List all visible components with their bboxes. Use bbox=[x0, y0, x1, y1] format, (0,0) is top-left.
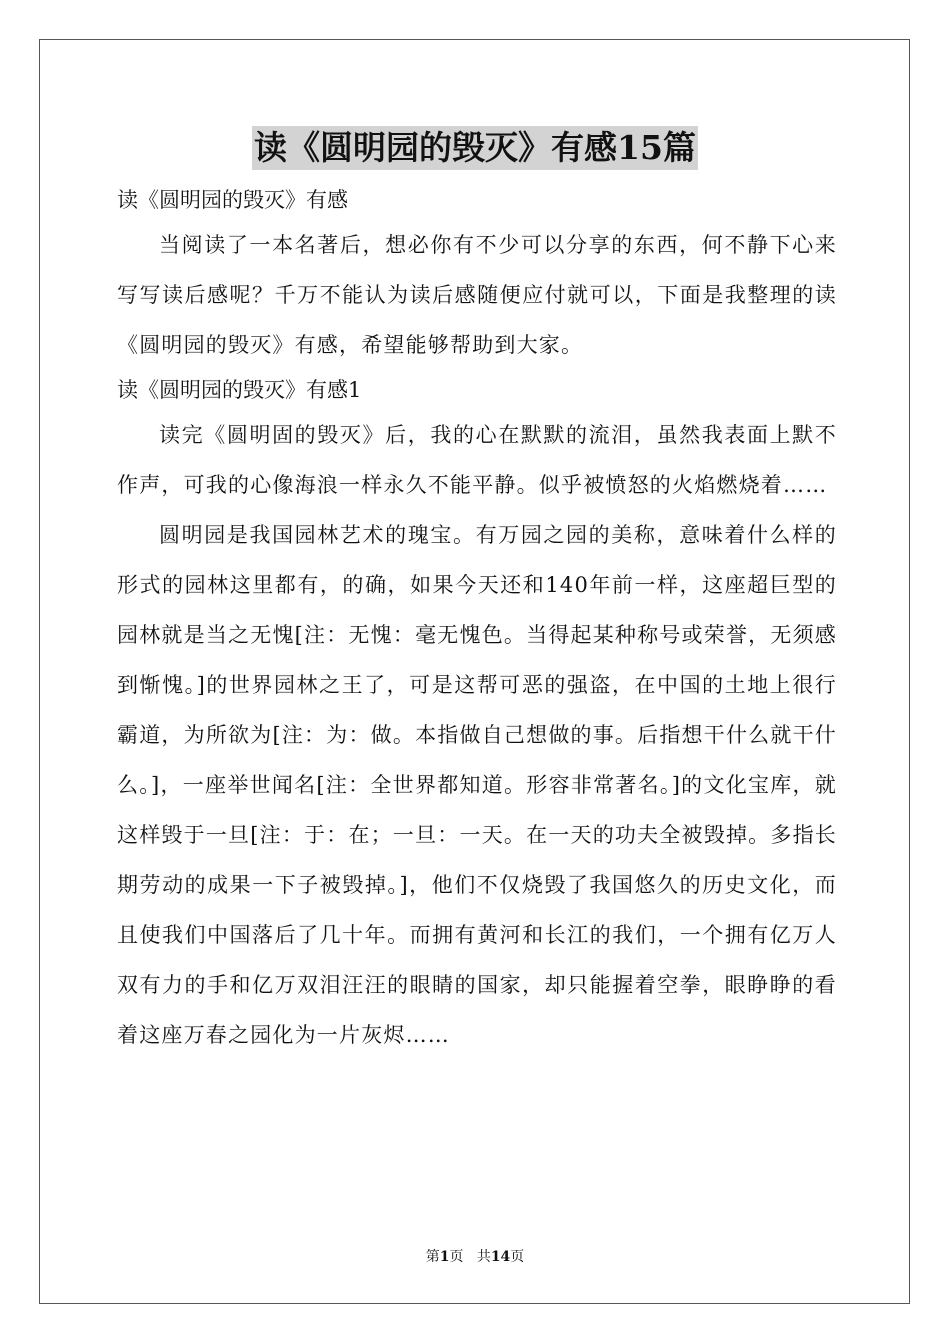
document-title: 读《圆明园的毁灭》有感15篇 bbox=[252, 126, 698, 170]
total-suffix: 页 bbox=[510, 1249, 525, 1265]
section-heading: 读《圆明园的毁灭》有感1 bbox=[117, 378, 362, 402]
page-prefix: 第 bbox=[425, 1249, 440, 1265]
page-suffix: 页 bbox=[449, 1249, 464, 1265]
page-number: 1 bbox=[439, 1249, 450, 1265]
paragraph: 读完《圆明固的毁灭》后，我的心在默默的流泪，虽然我表面上默不作声，可我的心像海浪一样永久不能平静。似乎被愤怒的火焰燃烧着…… bbox=[117, 423, 837, 497]
document-body bbox=[117, 180, 837, 1060]
paragraph: 圆明园是我国园林艺术的瑰宝。有万园之园的美称，意味着什么样的形式的园林这里都有，的确，如果今天还和140年前一样，这座超巨型的园林就是当之无愧[注：无愧：毫无愧色。当得起某种称号或荣誉，无须感到惭愧。]的世界园林之王了，可是这帮可恶的强盗，在中国的土地上很行霸道，为所欲为[注：为：做。本指做自己想做的事。后指想干什么就干什么。]，一座举世闻名[注：全世界都知道。形容非常著名。]的文化宝库，就这样毁于一旦[注：于：在；一旦：一天。在一天的功夫全被毁掉。多指长期劳动的成果一下子被毁掉。]，他们不仅烧毁了我国悠久的历史文化，而且使我们中国落后了几十年。而拥有黄河和长江的我们，一个拥有亿万人双有力的手和亿万双泪汪汪的眼睛的国家，却只能握着空拳，眼睁睁的看着这座万春之园化为一片灰烬…… bbox=[117, 523, 837, 1047]
paragraph: 当阅读了一本名著后，想必你有不少可以分享的东西，何不静下心来写写读后感呢？千万不能认为读后感随便应付就可以，下面是我整理的读《圆明园的毁灭》有感，希望能够帮助到大家。 bbox=[117, 233, 837, 357]
total-prefix: 共 bbox=[476, 1249, 491, 1265]
total-pages: 14 bbox=[490, 1249, 511, 1265]
section-heading: 读《圆明园的毁灭》有感 bbox=[117, 188, 348, 212]
title-container bbox=[0, 126, 950, 170]
page-footer bbox=[0, 1247, 950, 1267]
